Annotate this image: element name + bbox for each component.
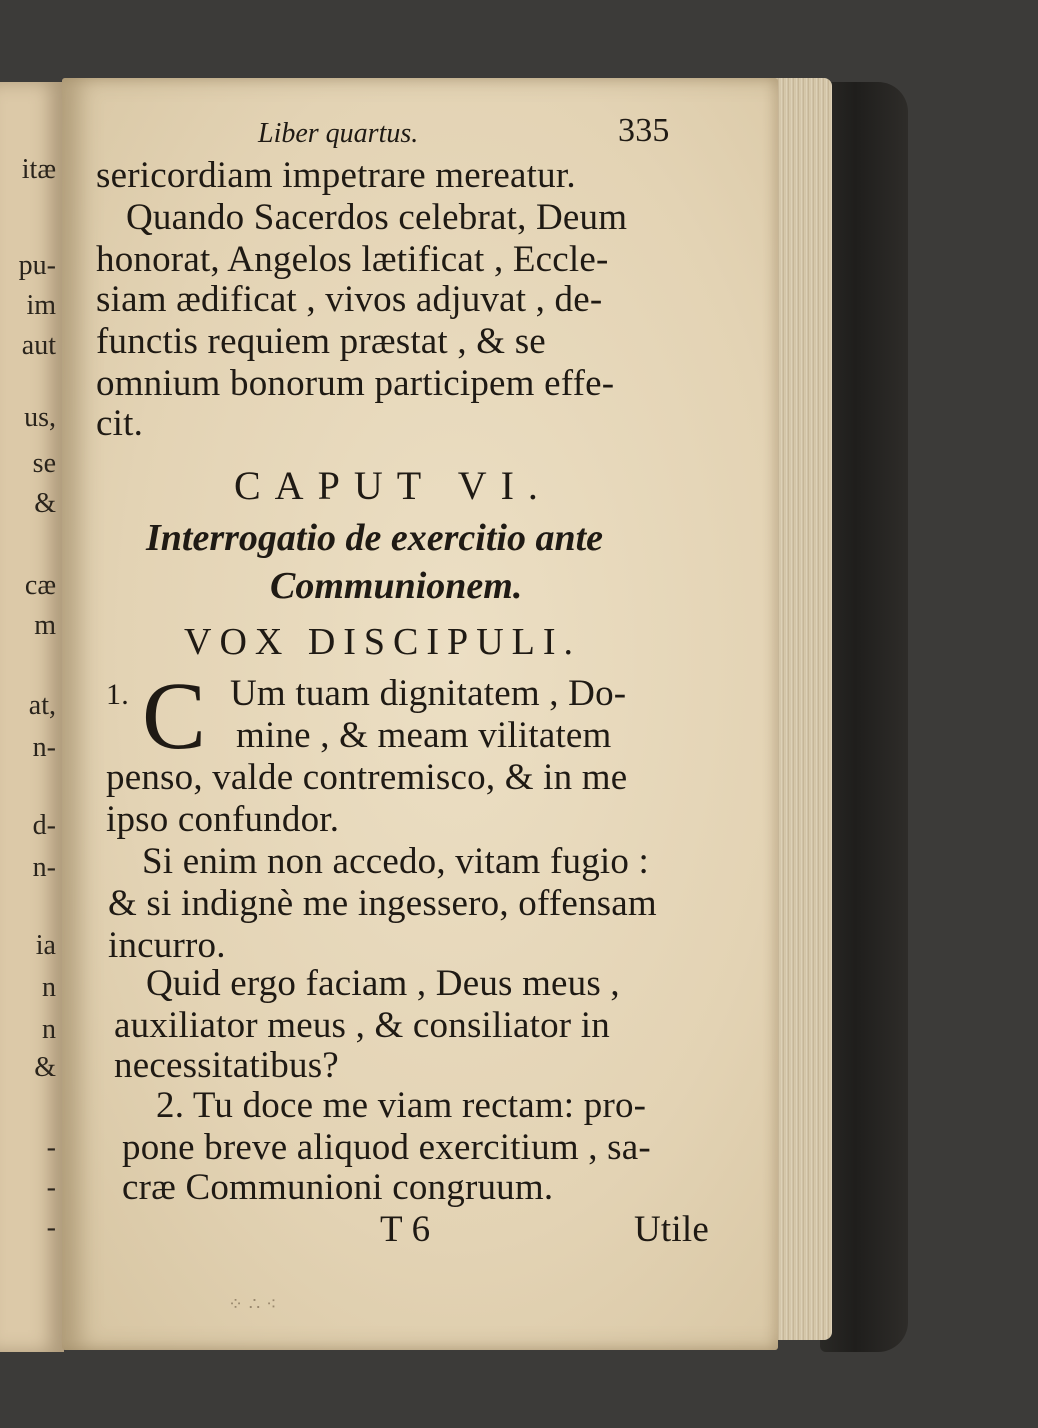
book-binding — [820, 82, 908, 1352]
verse-number: 1. — [106, 678, 129, 711]
left-fragment: n- — [32, 732, 56, 763]
left-fragment: ia — [35, 930, 56, 961]
left-fragment: m — [34, 610, 56, 641]
text-line: incurro. — [108, 925, 226, 966]
text-line: honorat, Angelos lætificat , Eccle- — [96, 239, 609, 280]
left-fragment: - — [46, 1212, 56, 1243]
catchword: Utile — [634, 1209, 709, 1250]
left-fragment: n — [42, 972, 56, 1003]
left-fragment: & — [34, 488, 56, 519]
text-line: Quid ergo faciam , Deus meus , — [146, 963, 620, 1004]
text-line: siam ædificat , vivos adjuvat , de- — [96, 279, 603, 320]
text-line: ipso confundor. — [106, 799, 340, 840]
left-fragment: n — [42, 1014, 56, 1045]
left-fragment: itæ — [21, 154, 56, 185]
left-fragment: us, — [24, 402, 56, 433]
text-line: 2. Tu doce me viam rectam: pro- — [156, 1085, 647, 1126]
text-line: Quando Sacerdos celebrat, Deum — [126, 197, 628, 238]
left-fragment: im — [26, 290, 56, 321]
voice-heading: VOX DISCIPULI. — [184, 621, 581, 663]
text-line: pone breve aliquod exercitium , sa- — [122, 1127, 651, 1168]
text-line: Um tuam dignitatem , Do- — [230, 673, 627, 714]
text-line: Si enim non accedo, vitam fugio : — [142, 841, 650, 882]
page-number: 335 — [618, 112, 670, 149]
left-fragment: aut — [21, 330, 56, 361]
text-line: cit. — [96, 403, 144, 444]
running-head-title: Liber quartus. — [258, 118, 419, 149]
signature-mark: T 6 — [380, 1209, 431, 1250]
text-line: mine , & meam vilitatem — [236, 715, 612, 756]
text-line: sericordiam impetrare mereatur. — [96, 155, 576, 196]
left-fragment: cæ — [24, 570, 56, 601]
left-fragment: at, — [28, 690, 56, 721]
text-line: omnium bonorum participem effe- — [96, 363, 615, 404]
text-line: auxiliator meus , & consiliator in — [114, 1005, 610, 1046]
left-fragment: & — [34, 1052, 56, 1083]
left-page-edge — [0, 82, 64, 1352]
left-fragment: n- — [32, 852, 56, 883]
left-fragment: se — [32, 448, 56, 479]
text-line: & si indignè me ingessero, offensam — [108, 883, 657, 924]
left-fragment: d- — [32, 810, 56, 841]
chapter-heading: CAPUT VI. — [234, 463, 552, 508]
text-line: cræ Communioni congruum. — [122, 1167, 554, 1208]
chapter-subheading: Communionem. — [270, 565, 523, 607]
text-line: penso, valde contremisco, & in me — [106, 757, 628, 798]
page-edges — [770, 78, 832, 1340]
left-fragment: - — [46, 1172, 56, 1203]
text-line: necessitatibus? — [114, 1045, 339, 1086]
text-line: functis requiem præstat , & se — [96, 321, 546, 362]
book-page — [62, 78, 778, 1350]
left-fragment: pu- — [18, 250, 56, 281]
left-fragment: - — [46, 1132, 56, 1163]
chapter-subheading: Interrogatio de exercitio ante — [146, 517, 604, 559]
ink-smudge: ⁘ ∴ ⁖ — [228, 1294, 277, 1315]
drop-cap: C — [142, 662, 207, 769]
